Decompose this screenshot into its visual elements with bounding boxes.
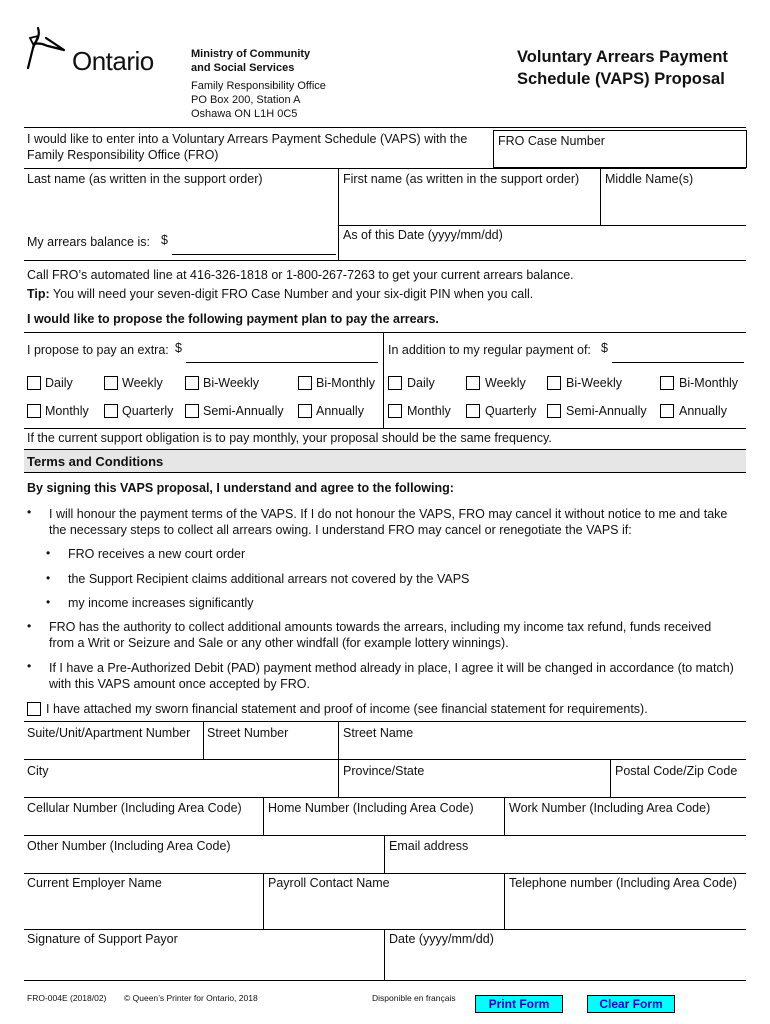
regular-weekly-checkbox[interactable] — [466, 376, 480, 390]
extra-daily-checkbox[interactable] — [27, 376, 41, 390]
city-field[interactable] — [26, 780, 334, 794]
regular-bimonthly-checkbox[interactable] — [660, 376, 674, 390]
street-number-label: Street Number — [207, 726, 289, 740]
sub-bullet-1: FRO receives a new court order — [68, 547, 246, 561]
intro-text-line1: I would like to enter into a Voluntary Arrears Payment Schedule (VAPS) with the — [27, 132, 468, 146]
regular-semiannually-label: Semi-Annually — [566, 404, 647, 418]
sub-bullet-3-marker: • — [46, 595, 51, 609]
sub-bullet-2-marker: • — [46, 571, 51, 585]
suite-label: Suite/Unit/Apartment Number — [27, 726, 191, 740]
regular-monthly-label: Monthly — [407, 404, 451, 418]
employer-field[interactable] — [26, 894, 260, 926]
extra-dollar-sign: $ — [175, 341, 182, 355]
other-number-field[interactable] — [26, 856, 380, 870]
extra-weekly-checkbox[interactable] — [104, 376, 118, 390]
telephone-label: Telephone number (Including Area Code) — [509, 876, 737, 890]
province-field[interactable] — [342, 780, 606, 794]
regular-daily-checkbox[interactable] — [388, 376, 402, 390]
extra-weekly-label: Weekly — [122, 376, 163, 390]
arrears-balance-field[interactable] — [172, 254, 336, 255]
cell-number-field[interactable] — [26, 818, 260, 832]
home-number-field[interactable] — [267, 818, 501, 832]
sub-bullet-1-marker: • — [46, 546, 51, 560]
extra-daily-label: Daily — [45, 376, 73, 390]
postal-code-field[interactable] — [614, 780, 742, 794]
office-name: Family Responsibility Office — [191, 80, 326, 92]
call-fro-text: Call FRO’s automated line at 416-326-1818 or 1-800-267-7263 to get your current arrears balance. — [27, 268, 574, 282]
payroll-contact-label: Payroll Contact Name — [268, 876, 390, 890]
bullet-1-line1: I will honour the payment terms of the VAPS. If I do not honour the VAPS, FRO may cancel it without notice to me and take — [49, 507, 728, 521]
regular-quarterly-checkbox[interactable] — [466, 404, 480, 418]
employer-label: Current Employer Name — [27, 876, 162, 890]
propose-heading: I would like to propose the following payment plan to pay the arrears. — [27, 312, 439, 326]
regular-quarterly-label: Quarterly — [485, 404, 537, 418]
city-label: City — [27, 764, 49, 778]
ministry-line1: Ministry of Community — [191, 48, 311, 60]
signature-date-field[interactable] — [388, 950, 742, 976]
bullet-2-marker: • — [27, 619, 32, 633]
extra-payment-label: I propose to pay an extra: — [27, 343, 169, 357]
suite-field[interactable] — [26, 742, 200, 756]
french-version-link[interactable]: Disponible en français — [372, 993, 456, 1003]
clear-form-button[interactable]: Clear Form — [587, 995, 675, 1013]
regular-dollar-sign: $ — [601, 341, 608, 355]
terms-intro: By signing this VAPS proposal, I understand and agree to the following: — [27, 481, 454, 495]
sub-bullet-3: my income increases significantly — [68, 596, 254, 610]
form-id: FRO-004E (2018/02) — [27, 993, 107, 1003]
extra-bimonthly-label: Bi-Monthly — [316, 376, 376, 390]
frequency-note: If the current support obligation is to pay monthly, your proposal should be the same frequency. — [27, 431, 552, 445]
attached-statement-checkbox[interactable] — [27, 702, 41, 716]
middle-name-label: Middle Name(s) — [605, 172, 694, 186]
regular-annually-checkbox[interactable] — [660, 404, 674, 418]
form-title-line2: Schedule (VAPS) Proposal — [517, 70, 725, 88]
signature-field[interactable] — [26, 950, 380, 976]
copyright: © Queen’s Printer for Ontario, 2018 — [124, 993, 258, 1003]
cell-number-label: Cellular Number (Including Area Code) — [27, 801, 242, 815]
work-number-field[interactable] — [508, 818, 742, 832]
terms-heading: Terms and Conditions — [27, 454, 164, 469]
first-name-field[interactable] — [342, 190, 596, 222]
middle-name-field[interactable] — [604, 190, 744, 222]
tip-text: Tip: You will need your seven-digit FRO Case Number and your six-digit PIN when you call. — [27, 287, 534, 301]
sub-bullet-2: the Support Recipient claims additional arrears not covered by the VAPS — [68, 572, 470, 586]
extra-semiannually-checkbox[interactable] — [185, 404, 199, 418]
bullet-2-line2: from a Writ or Seizure and Sale or any other windfall (for example lottery winnings). — [49, 636, 509, 650]
street-name-label: Street Name — [343, 726, 414, 740]
first-name-label: First name (as written in the support order) — [343, 172, 580, 186]
extra-monthly-checkbox[interactable] — [27, 404, 41, 418]
extra-semiannually-label: Semi-Annually — [203, 404, 284, 418]
regular-weekly-label: Weekly — [485, 376, 526, 390]
other-number-label: Other Number (Including Area Code) — [27, 839, 231, 853]
fro-case-number-label: FRO Case Number — [498, 134, 605, 148]
form-title-line1: Voluntary Arrears Payment — [517, 48, 728, 66]
home-number-label: Home Number (Including Area Code) — [268, 801, 474, 815]
extra-biweekly-checkbox[interactable] — [185, 376, 199, 390]
signature-date-label: Date (yyyy/mm/dd) — [389, 932, 494, 946]
signature-label: Signature of Support Payor — [27, 932, 178, 946]
work-number-label: Work Number (Including Area Code) — [509, 801, 711, 815]
bullet-3-marker: • — [27, 659, 32, 673]
as-of-date-field[interactable] — [342, 244, 742, 258]
attached-statement-label: I have attached my sworn financial statement and proof of income (see financial statement for requirements). — [46, 702, 648, 716]
print-form-button[interactable]: Print Form — [475, 995, 563, 1013]
payroll-contact-field[interactable] — [267, 894, 501, 926]
extra-annually-label: Annually — [316, 404, 364, 418]
arrears-dollar-sign: $ — [161, 233, 168, 247]
arrears-balance-label: My arrears balance is: — [27, 235, 150, 249]
ministry-line2: and Social Services — [191, 62, 295, 74]
bullet-3-line1: If I have a Pre-Authorized Debit (PAD) payment method already in place, I agree it will be changed in accordance (to match) — [49, 661, 734, 675]
telephone-field[interactable] — [508, 894, 742, 926]
regular-daily-label: Daily — [407, 376, 435, 390]
regular-semiannually-checkbox[interactable] — [547, 404, 561, 418]
email-field[interactable] — [388, 856, 742, 870]
office-pobox: PO Box 200, Station A — [191, 94, 301, 106]
email-label: Email address — [389, 839, 469, 853]
province-label: Province/State — [343, 764, 425, 778]
postal-code-label: Postal Code/Zip Code — [615, 764, 738, 778]
extra-annually-checkbox[interactable] — [298, 404, 312, 418]
ontario-trillium-logo — [24, 24, 72, 72]
extra-biweekly-label: Bi-Weekly — [203, 376, 260, 390]
office-city: Oshawa ON L1H 0C5 — [191, 108, 298, 120]
as-of-date-label: As of this Date (yyyy/mm/dd) — [343, 228, 503, 242]
street-name-field[interactable] — [342, 742, 742, 756]
extra-quarterly-checkbox[interactable] — [104, 404, 118, 418]
regular-biweekly-label: Bi-Weekly — [566, 376, 623, 390]
regular-annually-label: Annually — [679, 404, 727, 418]
regular-biweekly-checkbox[interactable] — [547, 376, 561, 390]
regular-bimonthly-label: Bi-Monthly — [679, 376, 739, 390]
bullet-3-line2: with this VAPS amount once accepted by FRO. — [49, 677, 311, 691]
bullet-1-line2: the necessary steps to collect all arrears owing. I understand FRO may cancel or renegotiate the VAPS if: — [49, 523, 632, 537]
regular-payment-label: In addition to my regular payment of: — [388, 343, 591, 357]
street-number-field[interactable] — [206, 742, 334, 756]
extra-payment-field[interactable] — [186, 362, 378, 363]
last-name-label: Last name (as written in the support order) — [27, 172, 263, 186]
regular-payment-field[interactable] — [612, 362, 744, 363]
extra-monthly-label: Monthly — [45, 404, 89, 418]
regular-monthly-checkbox[interactable] — [388, 404, 402, 418]
extra-quarterly-label: Quarterly — [122, 404, 174, 418]
bullet-2-line1: FRO has the authority to collect additional amounts towards the arrears, including my income tax refund, funds received — [49, 620, 712, 634]
bullet-1-marker: • — [27, 505, 32, 519]
last-name-field[interactable] — [26, 190, 334, 222]
intro-text-line2: Family Responsibility Office (FRO) — [27, 148, 219, 162]
extra-bimonthly-checkbox[interactable] — [298, 376, 312, 390]
ontario-wordmark: Ontario — [72, 46, 154, 76]
